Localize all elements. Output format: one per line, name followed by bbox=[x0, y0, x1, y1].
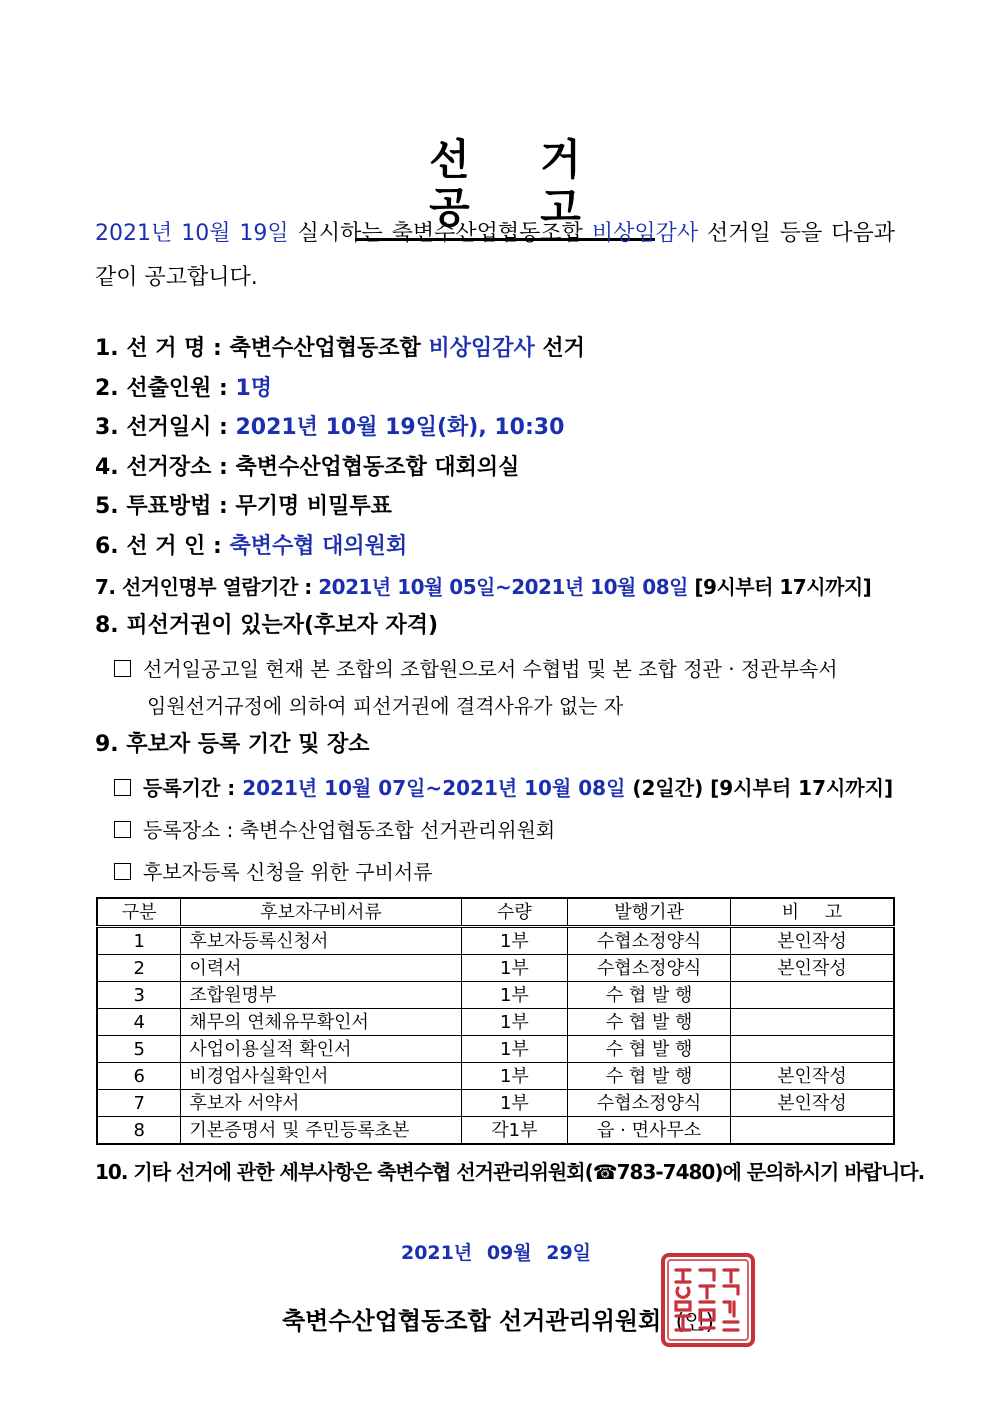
item-8 bbox=[95, 611, 438, 641]
quantity: 1부 bbox=[461, 982, 568, 1009]
required-documents-table bbox=[96, 897, 895, 1145]
document-name: 사업이용실적 확인서 bbox=[181, 1036, 461, 1063]
item-2 bbox=[95, 374, 272, 404]
reg-period-value: 2021년 10월 07일~2021년 10월 08일 bbox=[242, 776, 626, 800]
intro-text-1: 실시하는 축변수산업협동조합 bbox=[288, 221, 592, 246]
item-value-highlight: 비상임감사 bbox=[428, 336, 535, 361]
detail-text: 선거일공고일 현재 본 조합의 조합원으로서 수협법 및 본 조합 정관 · 정관부속서 bbox=[143, 657, 838, 681]
organization-name: 축변수산업협동조합 선거관리위원회 bbox=[282, 1307, 662, 1335]
reg-period-end: (2일간) [9시부터 17시까지] bbox=[625, 776, 894, 800]
row-number: 7 bbox=[97, 1090, 181, 1117]
row-number: 6 bbox=[97, 1063, 181, 1090]
page-title: 선 거 공 고 bbox=[355, 136, 655, 241]
issuer: 읍 · 면사무소 bbox=[568, 1117, 731, 1145]
checkbox-icon bbox=[114, 863, 131, 880]
item-value-end: 선거 bbox=[534, 336, 585, 361]
quantity: 1부 bbox=[461, 1063, 568, 1090]
table-row bbox=[97, 1090, 894, 1117]
row-number: 8 bbox=[97, 1117, 181, 1145]
announcement-date: 2021년 09월 29일 bbox=[400, 1242, 592, 1264]
document-name: 후보자 서약서 bbox=[181, 1090, 461, 1117]
reg-place-text: 등록장소 : 축변수산업협동조합 선거관리위원회 bbox=[143, 818, 556, 842]
issuing-organization bbox=[282, 1301, 714, 1336]
remarks: 본인작성 bbox=[730, 1063, 894, 1090]
checkbox-icon bbox=[114, 660, 131, 677]
checkbox-icon bbox=[114, 821, 131, 838]
header-cell: 수량 bbox=[461, 898, 568, 927]
item-value: 축변수산업협동조합 bbox=[229, 336, 429, 361]
item-9 bbox=[95, 730, 369, 760]
remarks: 본인작성 bbox=[730, 927, 894, 955]
reg-place bbox=[114, 816, 555, 844]
docs-intro-text: 후보자등록 신청을 위한 구비서류 bbox=[143, 860, 433, 884]
table-row bbox=[97, 982, 894, 1009]
reg-period-label: 등록기간 : bbox=[143, 776, 243, 800]
issuer: 수 협 발 행 bbox=[568, 982, 731, 1009]
item-7 bbox=[95, 572, 871, 602]
header-cell: 후보자구비서류 bbox=[181, 898, 461, 927]
item-4 bbox=[95, 453, 519, 483]
seal-mark: (인) bbox=[675, 1310, 715, 1335]
table-row bbox=[97, 1036, 894, 1063]
header-cell: 비 고 bbox=[730, 898, 894, 927]
item-8-detail-line-2: 임원선거규정에 의하여 피선거권에 결격사유가 없는 자 bbox=[147, 694, 624, 718]
intro-position: 비상임감사 bbox=[591, 221, 699, 246]
item-5 bbox=[95, 492, 392, 522]
table-row bbox=[97, 1063, 894, 1090]
item-label: 6. 선 거 인 : bbox=[95, 534, 230, 559]
remarks bbox=[730, 982, 894, 1009]
document-name: 후보자등록신청서 bbox=[181, 927, 461, 955]
item-value-highlight: 1명 bbox=[235, 376, 273, 401]
item-value-highlight: 축변수협 대의원회 bbox=[229, 534, 408, 559]
row-number: 1 bbox=[97, 927, 181, 955]
item-label: 1. 선 거 명 : bbox=[95, 336, 230, 361]
quantity: 1부 bbox=[461, 955, 568, 982]
row-number: 2 bbox=[97, 955, 181, 982]
reg-period bbox=[114, 774, 893, 802]
row-number: 3 bbox=[97, 982, 181, 1009]
docs-intro bbox=[114, 858, 433, 886]
item-label: 3. 선거일시 : bbox=[95, 415, 236, 440]
row-number: 5 bbox=[97, 1036, 181, 1063]
item-3 bbox=[95, 413, 564, 443]
quantity: 1부 bbox=[461, 1009, 568, 1036]
item-label: 9. 후보자 등록 기간 및 장소 bbox=[95, 732, 370, 757]
issuer: 수협소정양식 bbox=[568, 1090, 731, 1117]
intro-paragraph bbox=[95, 212, 895, 300]
item-label: 8. 피선거권이 있는자(후보자 자격) bbox=[95, 613, 439, 638]
table-row bbox=[97, 1117, 894, 1145]
issuer: 수 협 발 행 bbox=[568, 1063, 731, 1090]
table-header-row bbox=[97, 898, 894, 927]
item-value-highlight: 2021년 10월 19일(화), 10:30 bbox=[235, 415, 565, 440]
header-cell: 발행기관 bbox=[568, 898, 731, 927]
remarks bbox=[730, 1117, 894, 1145]
item-label: 7. 선거인명부 열람기간 : bbox=[95, 575, 319, 599]
item-1 bbox=[95, 334, 585, 364]
remarks: 본인작성 bbox=[730, 1090, 894, 1117]
item-8-detail-line-1 bbox=[114, 655, 838, 683]
table-row bbox=[97, 1009, 894, 1036]
intro-date: 2021년 10월 19일 bbox=[95, 221, 289, 246]
document-name: 조합원명부 bbox=[181, 982, 461, 1009]
item-10: 10. 기타 선거에 관한 세부사항은 축변수협 선거관리위원회(☎783-7480)에 문의하시기 바랍니다. bbox=[95, 1160, 925, 1184]
document-name: 채무의 연체유무확인서 bbox=[181, 1009, 461, 1036]
quantity: 1부 bbox=[461, 1036, 568, 1063]
issuer: 수협소정양식 bbox=[568, 955, 731, 982]
item-value: 무기명 비밀투표 bbox=[235, 494, 392, 519]
quantity: 1부 bbox=[461, 927, 568, 955]
intro-text-2: 선거일 등을 다음과 같이 공고합니다. bbox=[95, 221, 895, 290]
checkbox-icon bbox=[114, 779, 131, 796]
table-row bbox=[97, 927, 894, 955]
item-6 bbox=[95, 532, 407, 562]
item-value-end: [9시부터 17시까지] bbox=[687, 575, 872, 599]
remarks: 본인작성 bbox=[730, 955, 894, 982]
row-number: 4 bbox=[97, 1009, 181, 1036]
quantity: 1부 bbox=[461, 1090, 568, 1117]
remarks bbox=[730, 1009, 894, 1036]
item-value: 축변수산업협동조합 대회의실 bbox=[235, 455, 520, 480]
quantity: 각1부 bbox=[461, 1117, 568, 1145]
issuer: 수 협 발 행 bbox=[568, 1036, 731, 1063]
table-row bbox=[97, 955, 894, 982]
item-value-highlight: 2021년 10월 05일~2021년 10월 08일 bbox=[318, 575, 688, 599]
item-label: 4. 선거장소 : bbox=[95, 455, 236, 480]
issuer: 수협소정양식 bbox=[568, 927, 731, 955]
remarks bbox=[730, 1036, 894, 1063]
issuer: 수 협 발 행 bbox=[568, 1009, 731, 1036]
document-name: 이력서 bbox=[181, 955, 461, 982]
item-label: 2. 선출인원 : bbox=[95, 376, 236, 401]
official-seal-icon bbox=[660, 1252, 756, 1348]
header-cell: 구분 bbox=[97, 898, 181, 927]
document-name: 기본증명서 및 주민등록초본 bbox=[181, 1117, 461, 1145]
document-name: 비경업사실확인서 bbox=[181, 1063, 461, 1090]
item-label: 5. 투표방법 : bbox=[95, 494, 236, 519]
